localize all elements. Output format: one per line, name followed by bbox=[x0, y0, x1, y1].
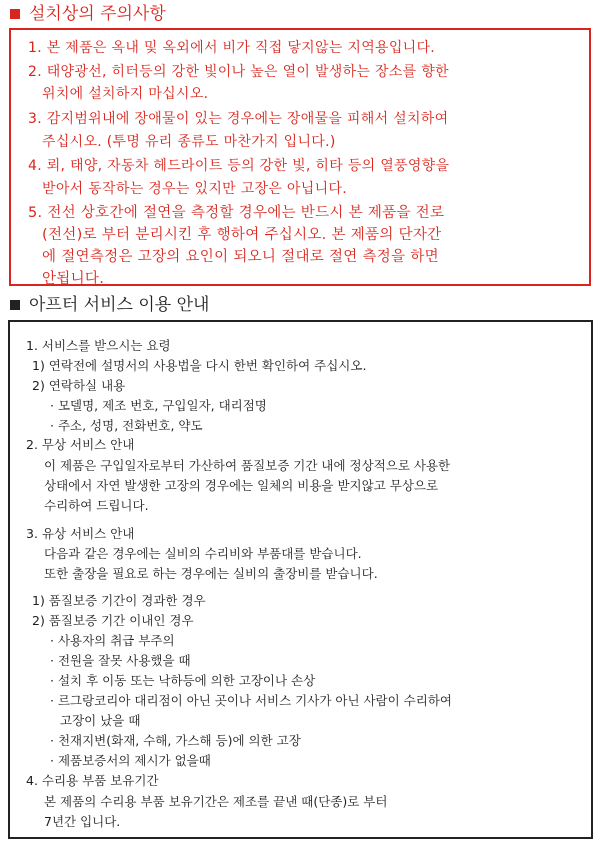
precaution-line: (전선)로 부터 분리시킨 후 행하여 주십시오. 본 제품의 단자간 bbox=[42, 227, 442, 243]
precaution-line: 위치에 설치하지 마십시오. bbox=[42, 86, 209, 102]
service-line: 상태에서 자연 발생한 고장의 경우에는 일체의 비용을 받지않고 무상으로 bbox=[44, 478, 439, 493]
section2-title: 아프터 서비스 이용 안내 bbox=[29, 295, 210, 315]
precaution-line: 4. 뢰, 태양, 자동차 헤드라이트 등의 강한 빛, 히타 등의 열풍영향을 bbox=[28, 158, 450, 174]
service-line: · 모델명, 제조 번호, 구입일자, 대리점명 bbox=[50, 398, 267, 413]
service-line: 고장이 났을 때 bbox=[60, 713, 141, 728]
service-line: 7년간 입니다. bbox=[44, 814, 121, 829]
service-line: 다음과 같은 경우에는 실비의 수리비와 부품대를 받습니다. bbox=[44, 546, 362, 561]
black-square-bullet-icon bbox=[10, 300, 20, 310]
precaution-line: 에 절연측정은 고장의 요인이 되오니 절대로 절연 측정을 하면 bbox=[42, 249, 439, 265]
service-line: 2) 품질보증 기간 이내인 경우 bbox=[32, 613, 194, 628]
precaution-line: 3. 감지범위내에 장애물이 있는 경우에는 장애물을 피해서 설치하여 bbox=[28, 111, 449, 127]
service-line: · 전원을 잘못 사용했을 때 bbox=[50, 653, 191, 668]
section2-heading bbox=[10, 295, 209, 315]
precaution-line: 5. 전선 상호간에 절연을 측정할 경우에는 반드시 본 제품을 전로 bbox=[28, 205, 445, 221]
red-square-bullet-icon bbox=[10, 9, 20, 19]
service-line: 이 제품은 구입일자로부터 가산하여 품질보증 기간 내에 정상적으로 사용한 bbox=[44, 458, 451, 473]
section1-title: 설치상의 주의사항 bbox=[29, 4, 166, 24]
service-line: 본 제품의 수리용 부품 보유기간은 제조를 끝낸 때(단종)로 부터 bbox=[44, 794, 388, 809]
service-line: 1. 서비스를 받으시는 요령 bbox=[26, 338, 171, 353]
precaution-line: 안됩니다. bbox=[42, 271, 105, 287]
service-line: 3. 유상 서비스 안내 bbox=[26, 526, 135, 541]
service-line: 수리하여 드립니다. bbox=[44, 498, 149, 513]
precaution-line: 받아서 동작하는 경우는 있지만 고장은 아닙니다. bbox=[42, 181, 347, 197]
service-line: · 천재지변(화재, 수해, 가스해 등)에 의한 고장 bbox=[50, 733, 301, 748]
service-line: 1) 품질보증 기간이 경과한 경우 bbox=[32, 593, 206, 608]
installation-precautions-box bbox=[9, 28, 591, 286]
service-line: 2) 연락하실 내용 bbox=[32, 378, 126, 393]
service-line: 또한 출장을 필요로 하는 경우에는 실비의 출장비를 받습니다. bbox=[44, 566, 378, 581]
section1-heading bbox=[10, 4, 166, 24]
service-line: · 주소, 성명, 전화번호, 약도 bbox=[50, 418, 203, 433]
service-line: · 제품보증서의 제시가 없을때 bbox=[50, 753, 211, 768]
service-line: · 르그랑코리아 대리점이 아닌 곳이나 서비스 기사가 아닌 사람이 수리하여 bbox=[50, 693, 452, 708]
service-line: · 설치 후 이동 또는 낙하등에 의한 고장이나 손상 bbox=[50, 673, 316, 688]
service-line: · 사용자의 취급 부주의 bbox=[50, 633, 175, 648]
service-line: 4. 수리용 부품 보유기간 bbox=[26, 773, 159, 788]
precaution-line: 1. 본 제품은 옥내 및 옥외에서 비가 직접 닿지않는 지역용입니다. bbox=[28, 40, 436, 56]
precaution-line: 2. 태양광선, 히터등의 강한 빛이나 높은 열이 발생하는 장소를 향한 bbox=[28, 64, 449, 80]
service-line: 1) 연락전에 설명서의 사용법을 다시 한번 확인하여 주십시오. bbox=[32, 358, 367, 373]
after-service-guide-box bbox=[8, 320, 593, 839]
precaution-line: 주십시오. (투명 유리 종류도 마찬가지 입니다.) bbox=[42, 134, 336, 150]
service-line: 2. 무상 서비스 안내 bbox=[26, 437, 135, 452]
